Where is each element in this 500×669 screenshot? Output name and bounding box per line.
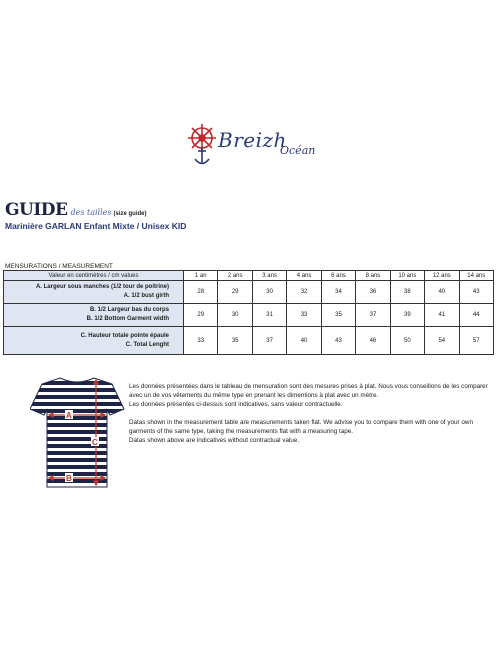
- table-row: [4, 304, 494, 327]
- row-label: [4, 304, 184, 327]
- table-cell: 44: [459, 304, 494, 327]
- table-cell: 28: [184, 281, 218, 304]
- table-cell: 37: [252, 327, 286, 355]
- table-cell: 30: [252, 281, 286, 304]
- table-header-label: Valeur en centimètres / cm values: [4, 271, 184, 281]
- table-cell: 40: [425, 281, 459, 304]
- table-cell: 41: [425, 304, 459, 327]
- table-cell: 35: [321, 304, 355, 327]
- size-header: 3 ans: [252, 271, 286, 281]
- guide-script: des tailles: [70, 208, 112, 217]
- size-header: 10 ans: [390, 271, 424, 281]
- row-label: [4, 327, 184, 355]
- table-cell: 34: [321, 281, 355, 304]
- table-cell: 29: [218, 281, 252, 304]
- row-label-fr: C. Hauteur totale pointe épaule: [80, 332, 169, 339]
- table-cell: 39: [390, 304, 424, 327]
- row-label: [4, 281, 184, 304]
- table-cell: 35: [218, 327, 252, 355]
- note-en-1: Datas shown in the measurement table are measurements taken flat. We advise you to compare them with one of your own garments of the same type, taking the measurements flat with a measuring tape.: [129, 419, 473, 435]
- striped-shirt-diagram: [30, 375, 125, 490]
- size-header: 4 ans: [287, 271, 321, 281]
- table-cell: 40: [287, 327, 321, 355]
- table-row: [4, 281, 494, 304]
- size-header: 12 ans: [425, 271, 459, 281]
- row-label-en: C. Total Lenght: [125, 341, 169, 348]
- guide-heading: [5, 200, 147, 220]
- table-cell: 57: [459, 327, 494, 355]
- table-cell: 29: [184, 304, 218, 327]
- size-header: 14 ans: [459, 271, 494, 281]
- table-cell: 30: [218, 304, 252, 327]
- table-row: [4, 327, 494, 355]
- table-cell: 43: [459, 281, 494, 304]
- size-header: 1 an: [184, 271, 218, 281]
- table-cell: 43: [321, 327, 355, 355]
- table-cell: 36: [356, 281, 390, 304]
- size-header: 8 ans: [356, 271, 390, 281]
- row-label-en: B. 1/2 Bottom Garment width: [86, 316, 169, 322]
- label-c: C: [92, 438, 98, 447]
- measurement-notes: [129, 382, 494, 445]
- size-table: [3, 270, 494, 355]
- brand-name: Breizh: [218, 128, 287, 152]
- label-b: B: [66, 474, 72, 483]
- table-header-row: [4, 271, 494, 281]
- guide-note: (size guide): [113, 211, 147, 217]
- table-cell: 38: [390, 281, 424, 304]
- table-cell: 31: [252, 304, 286, 327]
- size-header: 2 ans: [218, 271, 252, 281]
- size-header: 6 ans: [321, 271, 355, 281]
- table-cell: 32: [287, 281, 321, 304]
- table-cell: 37: [356, 304, 390, 327]
- note-fr-1: Les données présentées dans le tableau de mensuration sont des mesures prises à plat. Nous vous conseillons de les comparer avec un de vos vêtements du même type en prenant les dimentions à plat avec un mètre.: [129, 383, 488, 399]
- table-cell: 50: [390, 327, 424, 355]
- product-title: Marinière GARLAN Enfant Mixte / Unisex KID: [5, 221, 187, 231]
- table-cell: 33: [184, 327, 218, 355]
- brand-sub: Océan: [280, 144, 316, 157]
- table-cell: 46: [356, 327, 390, 355]
- row-label-fr: A. Largeur sous manches (1/2 tour de poitrine): [35, 284, 169, 290]
- stripes: [30, 381, 125, 483]
- section-title: MENSURATIONS / MEASUREMENT: [5, 263, 113, 270]
- note-fr-2: Les données présentes ci-dessus sont indicatives, sans valeur contractuelle.: [129, 401, 343, 408]
- row-label-fr: B. 1/2 Largeur bas du corps: [89, 307, 169, 313]
- table-cell: 54: [425, 327, 459, 355]
- table-cell: 33: [287, 304, 321, 327]
- label-a: A: [66, 411, 72, 420]
- guide-title: GUIDE: [5, 200, 68, 220]
- row-label-en: A. 1/2 bust girth: [123, 293, 169, 299]
- note-en-2: Datas shown above are indicatives without contractual value.: [129, 437, 300, 444]
